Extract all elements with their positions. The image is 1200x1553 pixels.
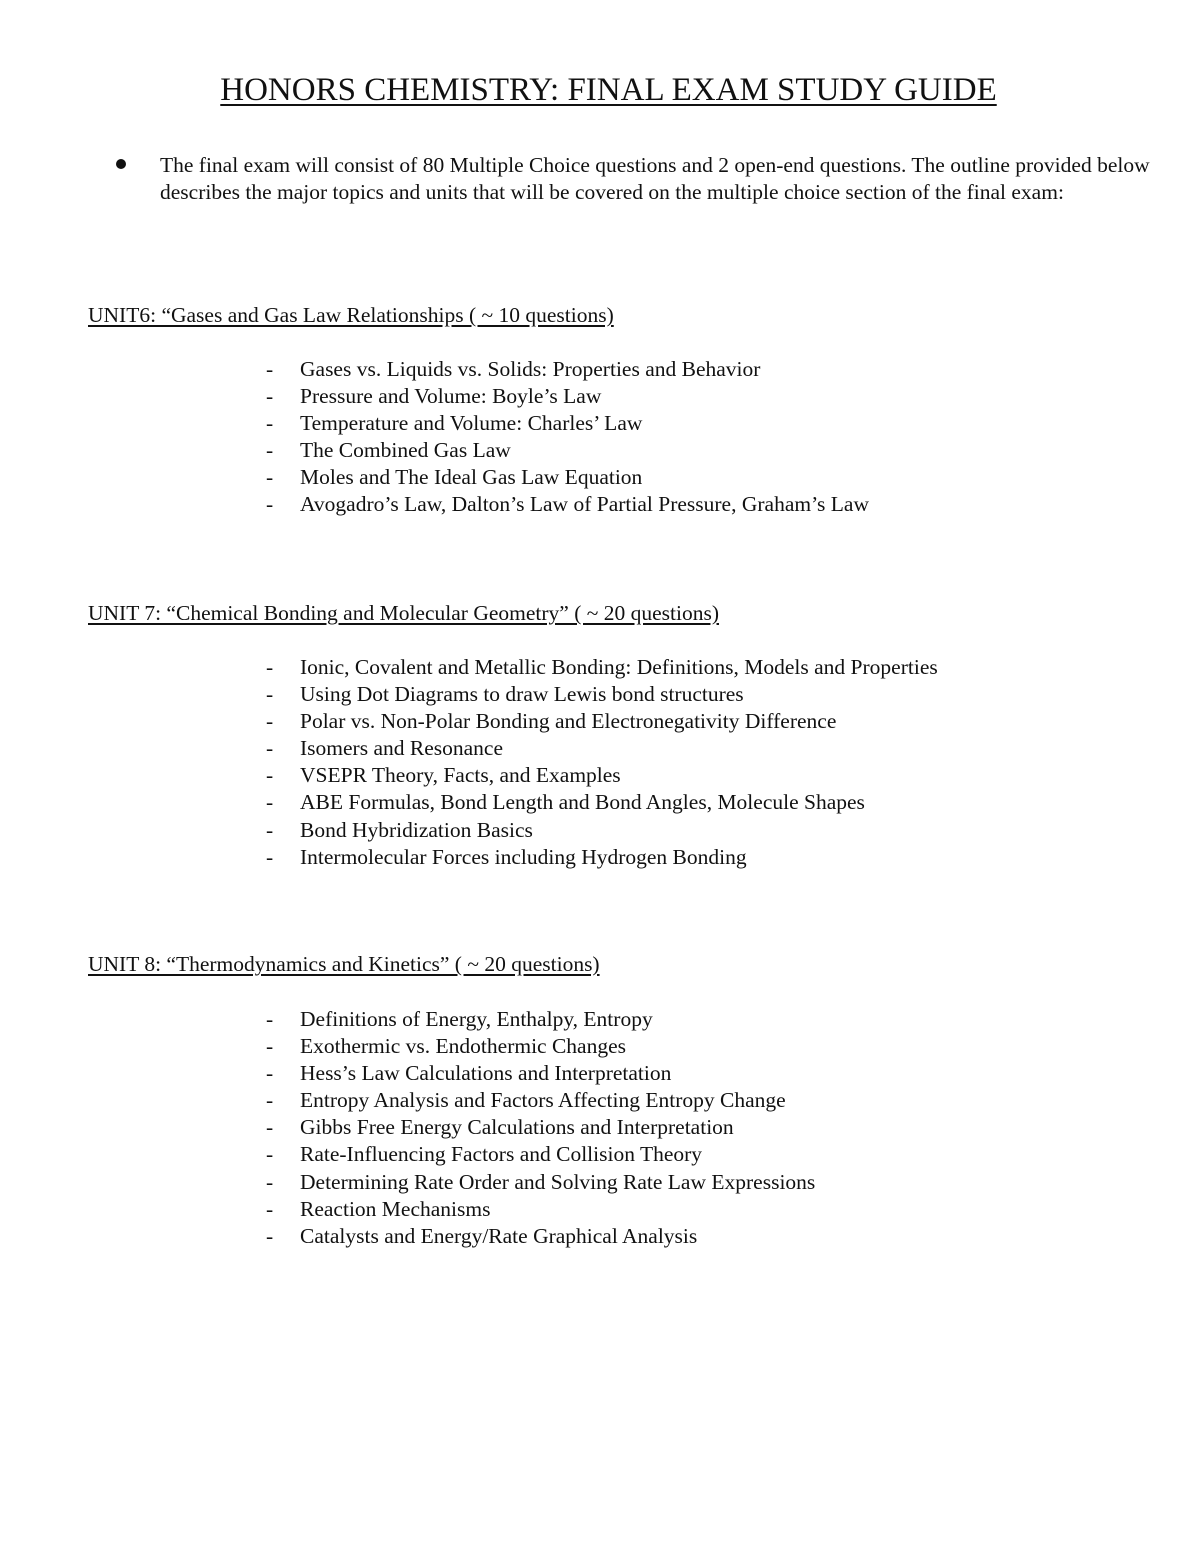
- topic-text: Bond Hybridization Basics: [300, 817, 533, 842]
- topic-item: [264, 681, 938, 708]
- dash-marker: -: [266, 709, 274, 734]
- topic-item: [264, 654, 938, 681]
- dash-marker: -: [266, 844, 274, 869]
- unit-8-topic-list: [264, 1006, 815, 1250]
- topic-text: Using Dot Diagrams to draw Lewis bond structures: [300, 682, 744, 707]
- topic-item: [264, 383, 869, 410]
- topic-text: Moles and The Ideal Gas Law Equation: [300, 465, 643, 490]
- unit-6-topic-list: [264, 356, 869, 519]
- unit-8-heading: UNIT 8: “Thermodynamics and Kinetics” ( ~ 20 questions): [88, 952, 600, 976]
- dash-marker: -: [266, 1007, 274, 1031]
- topic-item: [264, 1060, 815, 1087]
- topic-text: Catalysts and Energy/Rate Graphical Analysis: [300, 1223, 698, 1248]
- topic-item: [264, 1033, 815, 1060]
- topic-item: [264, 464, 869, 491]
- topic-text: Gases vs. Liquids vs. Solids: Properties and Behavior: [300, 357, 761, 381]
- topic-text: Temperature and Volume: Charles’ Law: [300, 411, 643, 436]
- dash-marker: -: [266, 492, 274, 517]
- topic-item: [264, 735, 938, 762]
- topic-text: Exothermic vs. Endothermic Changes: [300, 1034, 627, 1059]
- dash-marker: -: [266, 1115, 274, 1140]
- page-title: HONORS CHEMISTRY: FINAL EXAM STUDY GUIDE: [220, 72, 997, 108]
- dash-marker: -: [266, 682, 274, 707]
- unit-7-topic-list: [264, 654, 938, 871]
- topic-text: Determining Rate Order and Solving Rate Law Expressions: [300, 1169, 816, 1194]
- topic-text: Reaction Mechanisms: [300, 1196, 491, 1221]
- topic-text: Definitions of Energy, Enthalpy, Entropy: [300, 1007, 653, 1031]
- dash-marker: -: [266, 1088, 274, 1113]
- dash-marker: -: [266, 790, 274, 815]
- topic-item: [264, 1196, 815, 1223]
- dash-marker: -: [266, 1196, 274, 1221]
- dash-marker: -: [266, 411, 274, 436]
- topic-text: Avogadro’s Law, Dalton’s Law of Partial Pressure, Graham’s Law: [300, 492, 870, 517]
- dash-marker: -: [266, 817, 274, 842]
- topic-item: [264, 491, 869, 518]
- topic-text: Hess’s Law Calculations and Interpretation: [300, 1061, 672, 1086]
- dash-marker: -: [266, 1061, 274, 1086]
- topic-text: Rate-Influencing Factors and Collision Theory: [300, 1142, 703, 1167]
- topic-item: [264, 817, 938, 844]
- topic-text: Polar vs. Non-Polar Bonding and Electronegativity Difference: [300, 709, 837, 734]
- topic-item: [264, 1006, 815, 1033]
- dash-marker: -: [266, 655, 274, 679]
- dash-marker: -: [266, 438, 274, 463]
- topic-text: VSEPR Theory, Facts, and Examples: [300, 763, 621, 788]
- bullet-icon: [116, 159, 126, 169]
- dash-marker: -: [266, 1223, 274, 1248]
- dash-marker: -: [266, 1169, 274, 1194]
- topic-item: [264, 356, 869, 383]
- topic-text: Intermolecular Forces including Hydrogen Bonding: [300, 844, 747, 869]
- topic-item: [264, 1087, 815, 1114]
- dash-marker: -: [266, 763, 274, 788]
- topic-item: [264, 708, 938, 735]
- topic-text: Entropy Analysis and Factors Affecting Entropy Change: [300, 1088, 786, 1113]
- dash-marker: -: [266, 736, 274, 761]
- topic-item: [264, 789, 938, 816]
- unit-7-heading: UNIT 7: “Chemical Bonding and Molecular Geometry” ( ~ 20 questions): [88, 601, 720, 625]
- dash-marker: -: [266, 357, 274, 381]
- topic-text: Gibbs Free Energy Calculations and Interpretation: [300, 1115, 734, 1140]
- topic-item: [264, 1169, 815, 1196]
- topic-text: ABE Formulas, Bond Length and Bond Angles, Molecule Shapes: [300, 790, 865, 815]
- intro-paragraph: The final exam will consist of 80 Multiple Choice questions and 2 open-end questions. The outline provided below describes the major topics and units that will be covered on the multiple choice section of the final exam:: [160, 153, 1150, 204]
- dash-marker: -: [266, 1142, 274, 1167]
- topic-item: [264, 437, 869, 464]
- topic-item: [264, 410, 869, 437]
- topic-text: The Combined Gas Law: [300, 438, 511, 463]
- topic-item: [264, 1223, 815, 1250]
- topic-text: Ionic, Covalent and Metallic Bonding: Definitions, Models and Properties: [300, 655, 938, 679]
- dash-marker: -: [266, 384, 274, 409]
- topic-text: Isomers and Resonance: [300, 736, 503, 761]
- dash-marker: -: [266, 465, 274, 490]
- topic-item: [264, 762, 938, 789]
- dash-marker: -: [266, 1034, 274, 1059]
- topic-item: [264, 844, 938, 871]
- topic-item: [264, 1141, 815, 1168]
- topic-text: Pressure and Volume: Boyle’s Law: [300, 384, 602, 409]
- topic-item: [264, 1114, 815, 1141]
- unit-6-heading: UNIT6: “Gases and Gas Law Relationships ( ~ 10 questions): [88, 303, 614, 327]
